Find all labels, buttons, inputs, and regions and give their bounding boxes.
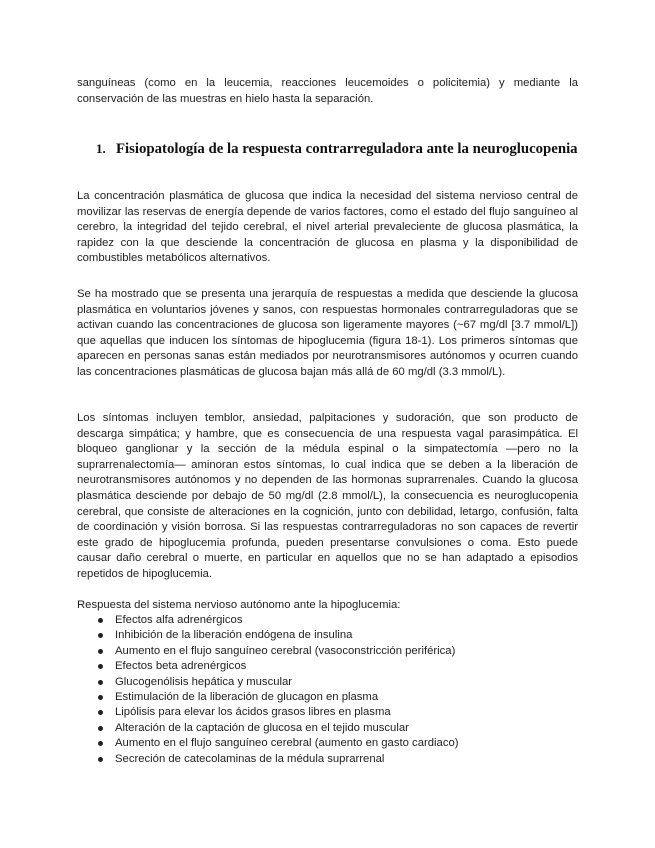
bullet-icon [98, 741, 103, 746]
list-item-text: Glucogenólisis hepática y muscular [115, 675, 293, 688]
list-item-text: Secreción de catecolaminas de la médula suprarrenal [115, 752, 385, 765]
list-item [77, 752, 459, 767]
list-item-text: Efectos alfa adrenérgicos [115, 614, 243, 626]
bullet-icon [98, 757, 103, 762]
body-paragraph-3: Los síntomas incluyen temblor, ansiedad, palpitaciones y sudoración, que son producto de descarga simpática; y hambre, que es consecuencia de una respuesta vagal parasimpática. El bloqueo ganglionar y la sección de la médula espinal o la simpatectomía —pero no la suprarrenalectomía— aminoran estos síntomas, lo cual indica que se deben a la liberación de neurotransmisores autónomos y no dependen de las hormonas suprarrenales. Cuando la glucosa plasmática desciende por debajo de 50 mg/dl (2.8 mmol/L), la consecuencia es neuroglucopenia cerebral, que consiste de alteraciones en la cognición, junto con debilidad, letargo, confusión, falta de coordinación y visión borrosa. Si las respuestas contrarreguladoras no son capaces de revertir este grado de hipoglucemia profunda, pueden presentarse convulsiones o coma. Esto puede causar daño cerebral o muerte, en particular en aquellos que no se han adaptado a episodios repetidos de hipoglucemia. [77, 412, 578, 580]
list-item-text: Inhibición de la liberación endógena de insulina [115, 629, 353, 642]
bullet-icon [98, 726, 103, 731]
list-item [77, 721, 459, 736]
list-item [77, 613, 459, 628]
bullet-icon [98, 695, 103, 700]
list-item-text: Estimulación de la liberación de glucagon en plasma [115, 690, 379, 703]
list-item [77, 644, 459, 659]
list-item-text: Alteración de la captación de glucosa en el tejido muscular [115, 721, 409, 734]
list-item [77, 705, 459, 720]
bullet-icon [98, 649, 103, 654]
list-item [77, 690, 459, 705]
bullet-icon [98, 664, 103, 669]
bullet-icon [98, 618, 103, 623]
list-item [77, 675, 459, 690]
list-item [77, 659, 459, 674]
section-heading [96, 140, 578, 158]
body-paragraph-2: Se ha mostrado que se presenta una jerarquía de respuestas a medida que desciende la glucosa plasmática en voluntarios jóvenes y sanos, con respuestas hormonales contrarreguladoras que se activan cuando las concentraciones de glucosa son ligeramente mayores (~67 mg/dl [3.7 mmol/L]) que aquellas que inducen los síntomas de hipoglucemia (figura 18-1). Los primeros síntomas que aparecen en personas sanas están mediados por neurotransmisores autónomos y ocurren cuando las concentraciones plasmáticas de glucosa bajan más allá de 60 mg/dl (3.3 mmol/L). [77, 288, 578, 378]
list-item [77, 736, 459, 751]
bullet-icon [98, 710, 103, 715]
list-item-text: Lipólisis para elevar los ácidos grasos libres en plasma [115, 706, 391, 719]
bullet-icon [98, 680, 103, 685]
section-number: 1. [96, 141, 106, 156]
list-title: Respuesta del sistema nervioso autónomo ante la hipoglucemia: [77, 599, 401, 611]
bullet-icon [98, 633, 103, 638]
list-item [77, 628, 459, 643]
list-item-text: Aumento en el flujo sanguíneo cerebral (aumento en gasto cardiaco) [115, 737, 459, 750]
body-paragraph-1: La concentración plasmática de glucosa que indica la necesidad del sistema nervioso central de movilizar las reservas de energía depende de varios factores, como el estado del flujo sanguíneo al cerebro, la integridad del tejido cerebral, el nivel arterial prevaleciente de glucosa plasmática, la rapidez con la que desciende la concentración de glucosa en plasma y la disponibilidad de combustibles metabólicos alternativos. [77, 190, 578, 265]
section-title: Fisiopatología de la respuesta contrarreguladora ante la neuroglucopenia [116, 141, 578, 157]
bullet-list [77, 613, 459, 767]
intro-paragraph: sanguíneas (como en la leucemia, reacciones leucemoides o policitemia) y mediante la conservación de las muestras en hielo hasta la separación. [77, 77, 578, 105]
list-item-text: Efectos beta adrenérgicos [115, 660, 247, 673]
list-item-text: Aumento en el flujo sanguíneo cerebral (vasoconstricción periférica) [115, 644, 456, 657]
